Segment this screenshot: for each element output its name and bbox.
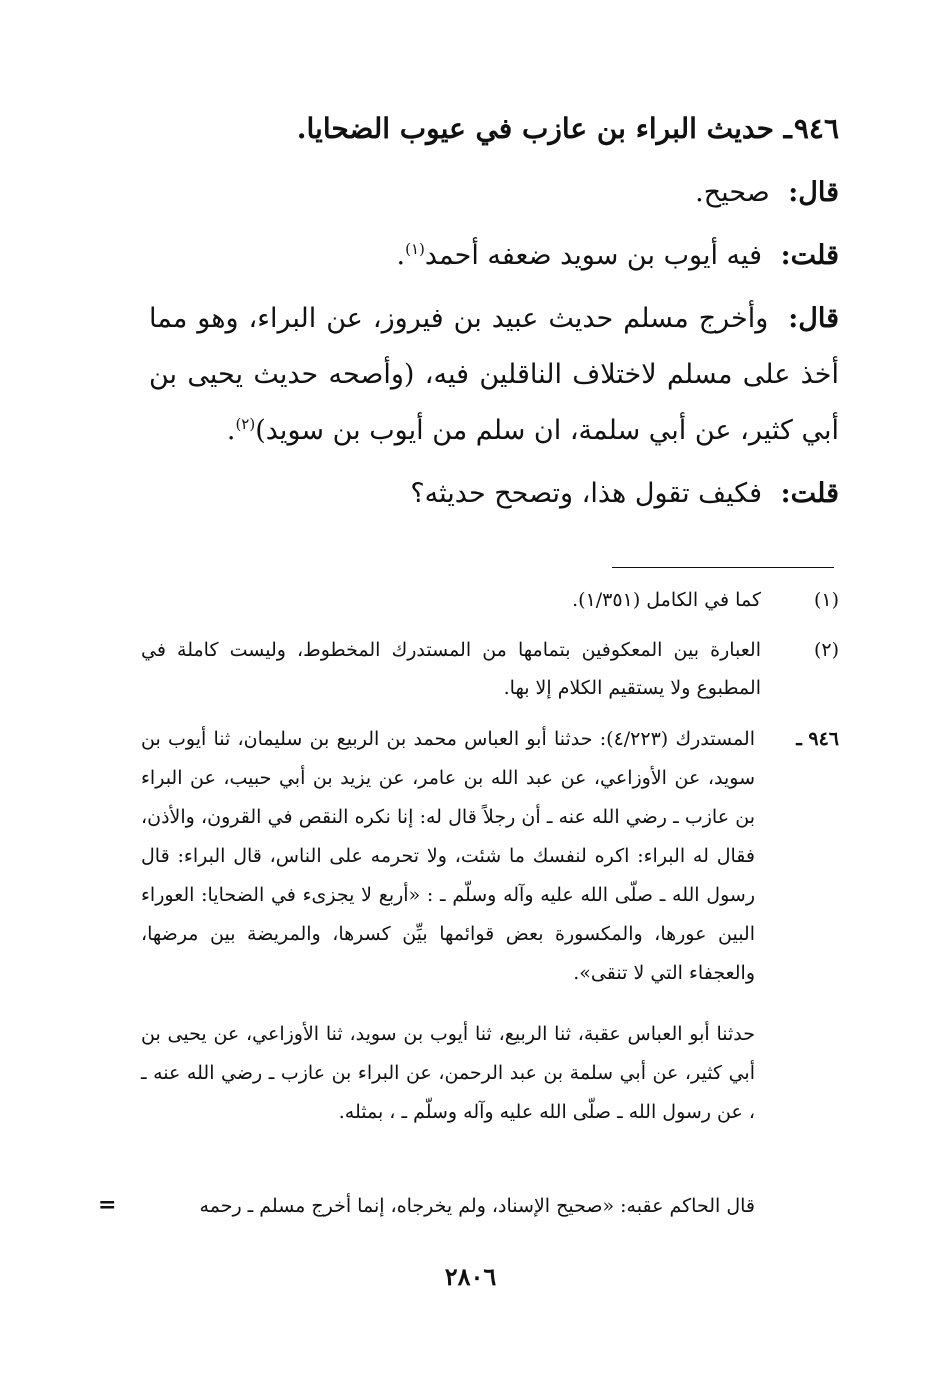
main-text [149,100,839,522]
paragraph-text: فكيف تقول هذا، وتصحح حديثه؟ [410,478,763,509]
commentary-paragraph-2: حدثنا أبو العباس عقبة، ثنا الربيع، ثنا أيوب بن سويد، ثنا الأوزاعي، عن يحيى بن أبي كثير، عن أبي سلمة بن عبد الرحمن، عن البراء بن عازب ـ رضي الله عنه ـ ، عن رسول الله ـ صلّى الله عليه وآله وسلّم ـ ، بمثله. [141,1023,755,1123]
footnote-text: العبارة بين المعكوفين بتمامها من المستدرك المخطوط، وليست كاملة في المطبوع ولا يستقيم الكلام إلا بها. [141,639,761,699]
commentary-text-3 [141,1187,755,1226]
page-number: ٢٨٠٦ [444,1262,497,1291]
footnote-separator [612,567,834,568]
paragraph-3 [149,291,839,459]
commentary-block-3 [141,1187,839,1226]
commentary-number: ٩٤٦ ـ [796,728,839,750]
paragraph-4 [149,466,839,522]
paragraph-tail: . [226,415,236,446]
speaker-label: قلت: [780,478,839,509]
commentary-text-2 [141,1015,755,1132]
footnote-ref[interactable]: (١) [405,240,425,258]
paragraph-text: صحيح. [695,177,770,208]
footnote-text: كما في الكامل (١/٣٥١). [572,589,761,611]
speaker-label: قال: [788,177,839,208]
paragraph-1 [149,165,839,221]
commentary-block-2 [141,1015,839,1132]
entry-heading [149,100,839,158]
commentary-paragraph-1: المستدرك (٤/٢٢٣): حدثنا أبو العباس محمد بن الربيع بن سليمان، ثنا أيوب بن سويد، عن الأوزاعي، عن عبد الله بن عامر، عن يزيد بن أبي حبيب، عن البراء بن عازب ـ رضي الله عنه ـ أن رجلاً قال له: إنا نكره النقص في القرون، والأذن، فقال له البراء: اكره لنفسك ما شئت، ولا تحرمه على الناس، قال البراء: قال رسول الله ـ صلّى الله عليه وآله وسلّم ـ : «أربع لا يجزىء في الضحايا: العوراء البين عورها، والمكسورة بعض قوائمها بيِّن كسرها، والمريضة بين مرضها، والعجفاء التي لا تنقى». [141,728,755,984]
commentary-paragraph-3: قال الحاكم عقبه: «صحيح الإسناد، ولم يخرجاه، إنما أخرج مسلم ـ رحمه [199,1195,755,1217]
paragraph-text: وأخرج مسلم حديث عبيد بن فيروز، عن البراء، وهو مما أخذ على مسلم لاختلاف الناقلين فيه، (وأصحه حديث يحيى بن أبي كثير، عن أبي سلمة، ان سلم من أيوب بن سويد) [149,303,839,446]
footnote-2 [141,631,839,707]
speaker-label: قلت: [780,240,839,271]
footnote-ref[interactable]: (٢) [235,415,256,433]
paragraph-2 [149,228,839,284]
paragraph-tail: . [396,240,406,271]
continuation-mark: = [98,1192,117,1218]
speaker-label: قال: [788,303,839,334]
commentary-block [141,720,839,993]
paragraph-text: فيه أيوب بن سويد ضعفه أحمد [424,240,763,271]
commentary-text [141,720,755,993]
footnote-number: (٢) [813,639,839,661]
entry-title: حديث البراء بن عازب في عيوب الضحايا. [296,112,774,145]
entry-dash: ـ [783,112,792,145]
footnote-number: (١) [813,589,839,611]
entry-number: ٩٤٦ [793,112,839,145]
footnote-1 [141,581,839,619]
